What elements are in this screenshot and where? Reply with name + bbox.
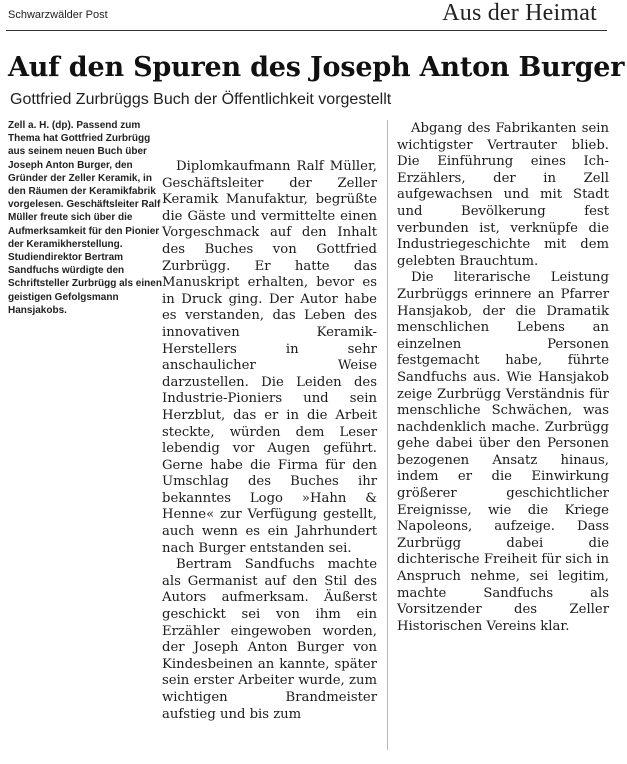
article-lead: Zell a. H. (dp). Passend zum Thema hat Gottfried Zurbrügg aus seinem neuen Buch über Joseph Anton Burger, den Gründer der Zeller Keramik, in den Räumen der Keramikfabrik vorgelesen. Geschäftsleiter Ralf Müller freute sich über die Aufmerksamkeit für den Pionier der Keramikherstellung. Studiendirektor Bertram Sandfuchs würdigte den Schriftsteller Zurbrügg als einen geistigen Gefolgsmann Hansjakobs. — [8, 120, 162, 316]
header-divider — [6, 30, 607, 31]
column-divider — [387, 120, 388, 750]
section-title: Aus der Heimat — [442, 0, 597, 26]
article-column-1 — [162, 159, 377, 723]
article-headline: Auf den Spuren des Joseph Anton Burger — [8, 52, 625, 83]
article-paragraph: Diplomkaufmann Ralf Müller, Geschäftsleiter der Zeller Keramik Manufaktur, begrüßte die Gäste und vermittelte einen Vorgeschmack auf den Inhalt des Buches von Gottfried Zurbrügg. Er hatte das Manuskript erhalten, bevor es in Druck ging. Der Autor habe es verstanden, das Leben des innovativen Keramik-Herstellers in sehr anschaulicher Weise darzustellen. Die Leiden des Industrie-Pioniers und sein Herzblut, das er in die Arbeit steckte, würden dem Leser lebendig vor Augen geführt. Gerne habe die Firma für den Umschlag des Buches ihr bekanntes Logo »Hahn & Henne« zur Verfügung gestellt, auch wenn es ein Jahrhundert nach Burger entstanden sei. — [162, 159, 377, 556]
article-column-2 — [397, 121, 609, 635]
article-paragraph: Bertram Sandfuchs machte als Germanist auf den Stil des Autors aufmerksam. Äußerst geschickt sei von ihm ein Erzähler eingewoben worden, der Joseph Anton Burger von Kindesbeinen an kannte, später sein erster Arbeiter wurde, zum wichtigen Brandmeister aufstieg und bis zum — [162, 557, 377, 722]
newspaper-name: Schwarzwälder Post — [8, 9, 108, 21]
article-paragraph: Abgang des Fabrikanten sein wichtigster Vertrauter blieb. Die Einführung eines Ich-Erzählers, der in Zell aufgewachsen und mit Stadt und Bevölkerung fest verbunden ist, verknüpfe die Industriegeschichte mit dem gelebten Brauchtum. — [397, 121, 609, 269]
article-subheadline: Gottfried Zurbrüggs Buch der Öffentlichkeit vorgestellt — [10, 91, 392, 108]
article-paragraph: Die literarische Leistung Zurbrüggs erinnere an Pfarrer Hansjakob, der die Dramatik menschlichen Lebens an einzelnen Personen festgemacht habe, führte Sandfuchs aus. Wie Hansjakob zeige Zurbrügg Verständnis für menschliche Schwächen, was nachdenklich mache. Zurbrügg gehe dabei über den Personen bezogenen Ansatz hinaus, indem er die Einwirkung größerer geschichtlicher Ereignisse, wie die Kriege Napoleons, aufzeige. Dass Zurbrügg dabei die dichterische Freiheit für sich in Anspruch nehme, sei legitim, machte Sandfuchs als Vorsitzender des Zeller Historischen Vereins klar. — [397, 270, 609, 634]
